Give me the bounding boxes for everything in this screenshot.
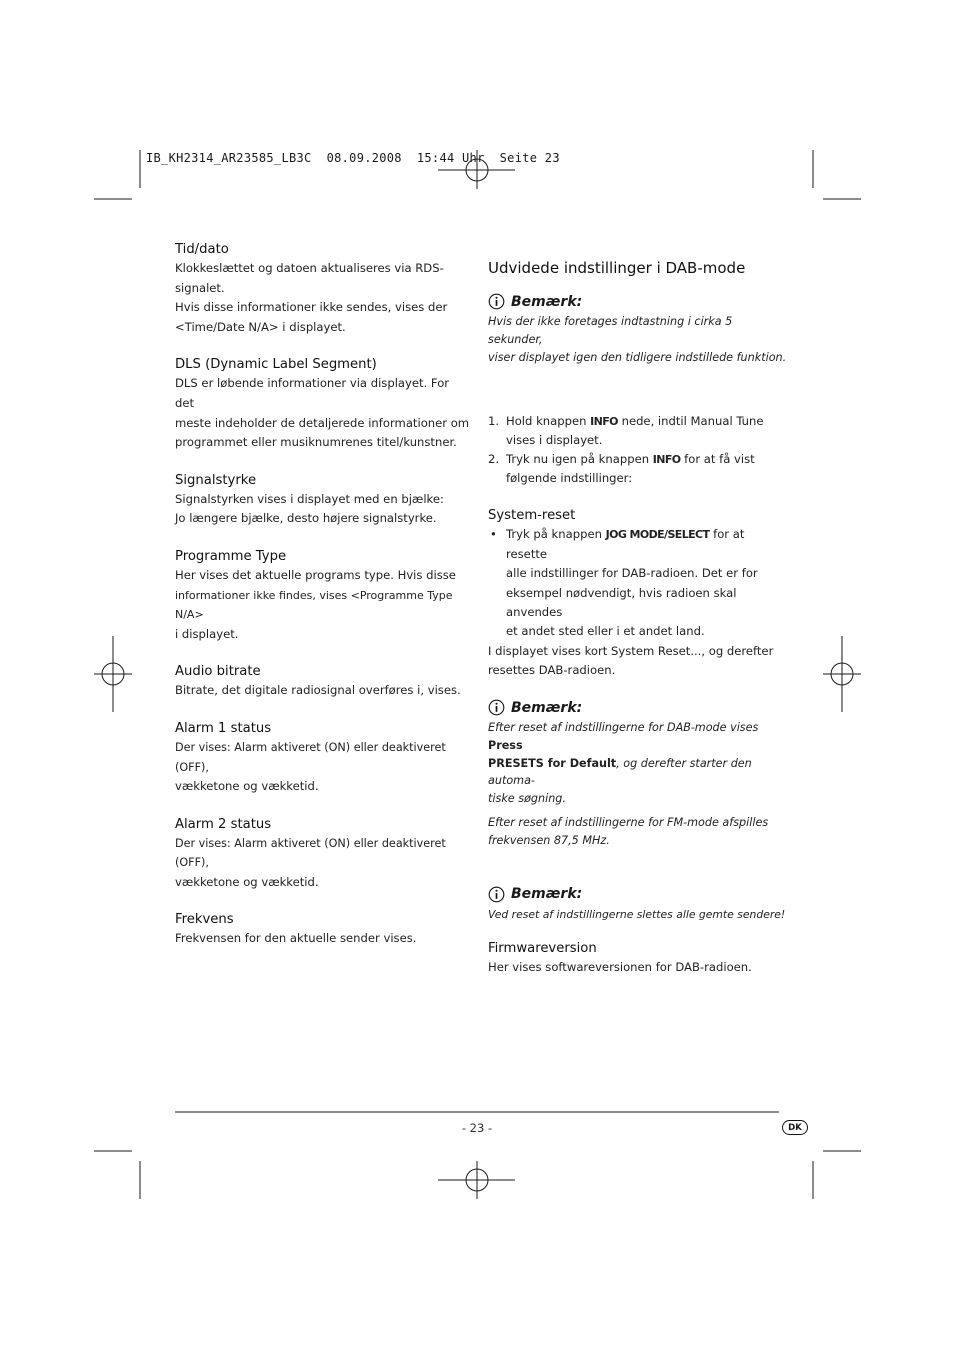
text-line: i displayet. [175,626,239,641]
step-text: nede, indtil [617,414,691,429]
section-alarm-1 [175,719,470,797]
text-line: Her vises softwareversionen for DAB-radioen. [488,960,752,975]
key-label: INFO [590,415,618,429]
key-label: INFO [652,453,681,467]
section-heading: Firmwareversion [488,941,597,957]
bullet-text: Tryk på knappen [506,527,606,542]
text-line: <Time/Date N/A> i displayet. [175,319,346,334]
info-icon [488,699,505,716]
text-line: Klokkeslættet og datoen aktualiseres via RDS-signalet. [175,261,444,295]
note-label: Bemærk: [511,886,583,903]
text-line: informationer ikke findes, vises <Programme Type N/A> [175,588,453,622]
list-item [488,412,788,450]
note-box [488,886,788,924]
note-text: Ved reset af indstillingerne slettes alle gemte sendere! [488,907,786,921]
text-line: programmet eller musiknumrenes titel/kunstner. [175,435,457,450]
step-text: følgende indstillinger: [506,471,633,486]
bullet-text: alle indstillinger for DAB-radioen. Det er for [506,566,758,581]
right-column [488,257,788,978]
section-heading: Tid/dato [175,242,229,257]
note-heading [488,886,788,903]
text-line: Bitrate, det digitale radiosignal overføres i, vises. [175,683,461,698]
section-heading: Alarm 2 status [175,816,272,832]
text-line: Der vises: Alarm aktiveret (ON) eller deaktiveret (OFF), [175,740,446,774]
text-line: Her vises det aktuelle programs type. Hvis disse [175,567,456,582]
step-text: vises i displayet. [506,433,603,448]
step-text: Tryk nu igen på knappen [506,452,653,467]
note-box [488,293,788,366]
note-text: viser displayet igen den tidligere indstillede funktion. [488,350,787,364]
section-dls [175,355,470,452]
text-line: Jo længere bjælke, desto højere signalstyrke. [175,511,437,526]
section-system-reset [488,506,788,681]
note-label: Bemærk: [511,699,583,716]
info-icon [488,886,505,903]
section-frekvens [175,910,470,949]
note-text: frekvensen 87,5 MHz. [488,833,610,847]
left-column [175,240,470,967]
note-text: Efter reset af indstillingerne for FM-mode afspilles [488,816,769,829]
note-text: tiske søgning. [488,792,566,806]
note-text: Hvis der ikke foretages indtastning i cirka 5 sekunder, [488,315,733,346]
page-number: - 23 - [461,1121,493,1135]
section-heading: Signalstyrke [175,472,257,488]
key-label: JOG MODE/SELECT [605,528,710,542]
note-text-part: , og derefter starter den automa- [488,756,752,788]
note-text [488,755,788,791]
section-audio-bitrate [175,662,470,701]
bullet-text: eksempel nødvendigt, hvis radioen skal anvendes [506,585,737,620]
text-line: meste indeholder de detaljerede informationer om [175,415,470,430]
bullet-dot: • [490,527,497,542]
display-label: PRESETS for Default [488,756,617,770]
info-icon [488,293,505,310]
section-heading: Alarm 1 status [175,720,272,736]
section-heading: Programme Type [175,548,287,564]
list-item [488,525,788,641]
step-number: 1. [488,414,500,429]
text-line: vækketone og vækketid. [175,874,319,889]
text-line: Frekvensen for den aktuelle sender vises. [175,931,417,946]
text-line: DLS er løbende informationer via displayet. For det [175,376,450,410]
section-heading: System-reset [488,508,576,524]
note-box [488,699,788,850]
bullet-text: for at resette [506,527,745,561]
section-heading: Audio bitrate [175,664,261,680]
section-programme-type [175,547,470,644]
list-item [488,450,788,488]
display-label: Manual Tune [690,414,764,429]
section-signalstyrke [175,471,470,529]
note-text [488,719,788,755]
note-text-part: Efter reset af indstillingerne for DAB-mode vises [488,721,759,735]
section-alarm-2 [175,815,470,893]
section-heading: Frekvens [175,912,234,928]
text-line: resettes DAB-radioen. [488,663,616,678]
note-heading [488,293,788,310]
text-line: Der vises: Alarm aktiveret (ON) eller deaktiveret (OFF), [175,836,446,870]
text-line: I displayet vises kort System Reset..., og derefter [488,643,774,658]
print-header: IB_KH2314_AR23585_LB3C 08.09.2008 15:44 Uhr Seite 23 [146,151,560,165]
display-label: Press [488,738,523,752]
page-title: Udvidede indstillinger i DAB-mode [488,259,746,277]
section-firmware [488,939,788,978]
note-label: Bemærk: [511,293,583,310]
section-tid-dato [175,240,470,337]
text-line: Signalstyrken vises i displayet med en bjælke: [175,491,444,506]
text-line: Hvis disse informationer ikke sendes, vises der [175,300,448,315]
step-number: 2. [488,452,500,467]
bullet-list [488,525,788,641]
step-text: for at få vist [680,452,755,467]
step-text: Hold knappen [506,414,591,429]
text-line: vækketone og vækketid. [175,779,319,794]
steps-list [488,412,788,488]
note-heading [488,699,788,716]
bullet-text: et andet sted eller i et andet land. [506,624,705,639]
section-heading: DLS (Dynamic Label Segment) [175,357,377,373]
country-badge: DK [782,1120,808,1135]
